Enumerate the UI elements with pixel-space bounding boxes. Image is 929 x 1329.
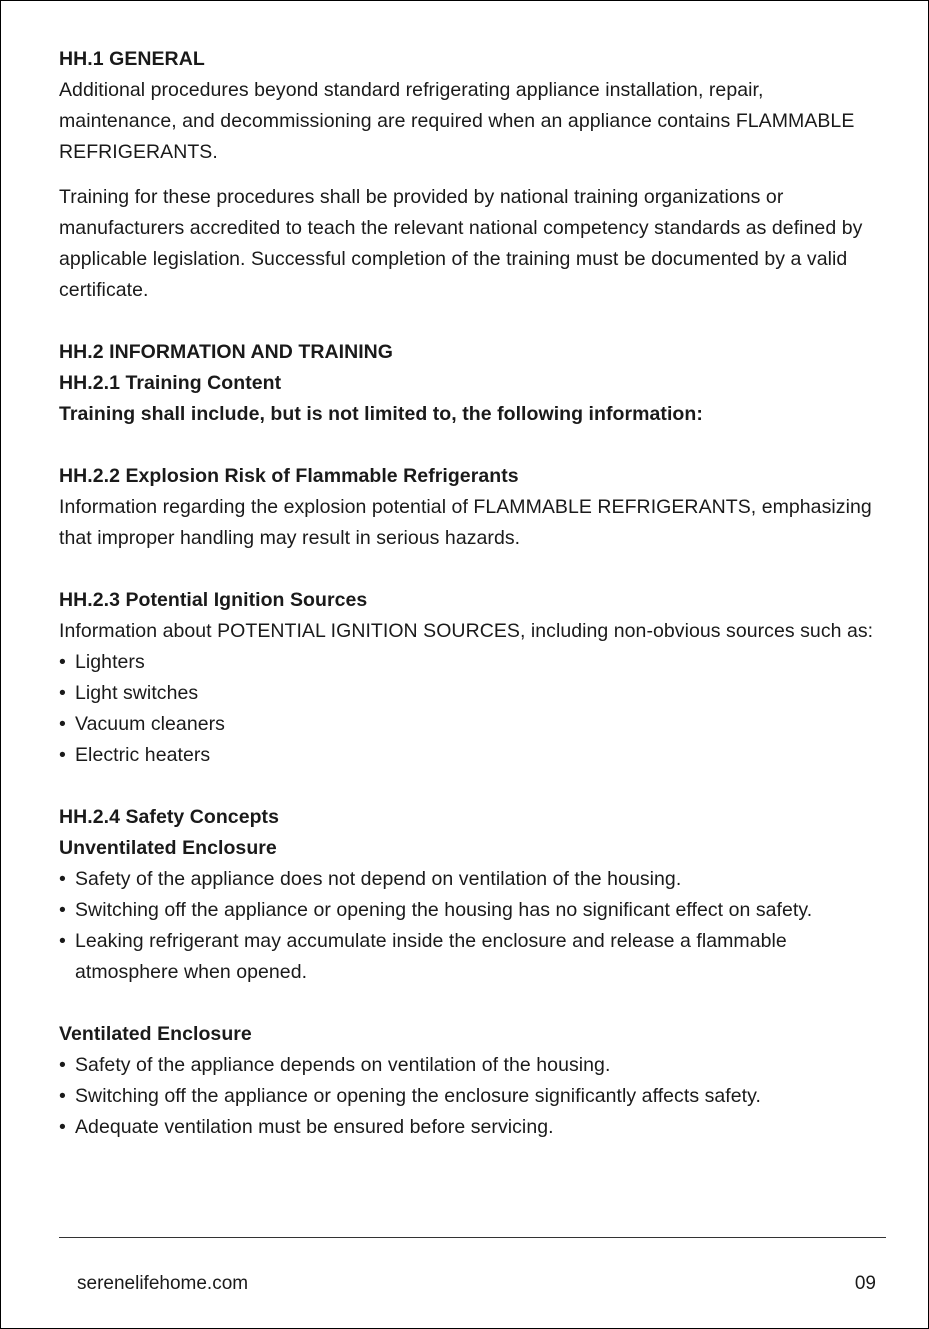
list-item: • Switching off the appliance or opening the enclosure significantly affects safety. xyxy=(59,1081,879,1112)
list-item: • Electric heaters xyxy=(59,740,879,771)
subheading-training-content: HH.2.1 Training Content xyxy=(59,372,282,394)
page-content xyxy=(59,44,879,1143)
list-item: • Leaking refrigerant may accumulate inside the enclosure and release a flammable atmosphere when opened. xyxy=(59,926,879,988)
unventilated-list xyxy=(59,864,879,988)
subheading-safety-concepts: HH.2.4 Safety Concepts xyxy=(59,806,279,828)
general-paragraph-1: Additional procedures beyond standard refrigerating appliance installation, repair, maintenance, and decommissioning are required when an appliance contains FLAMMABLE REFRIGERANTS. xyxy=(59,79,855,163)
subheading-ignition-sources: HH.2.3 Potential Ignition Sources xyxy=(59,589,368,611)
ventilated-list xyxy=(59,1050,879,1143)
explosion-text: Information regarding the explosion potential of FLAMMABLE REFRIGERANTS, emphasizing that improper handling may result in serious hazards. xyxy=(59,496,872,549)
subheading-explosion-risk: HH.2.2 Explosion Risk of Flammable Refrigerants xyxy=(59,465,519,487)
list-item: • Adequate ventilation must be ensured before servicing. xyxy=(59,1112,879,1143)
list-item: • Vacuum cleaners xyxy=(59,709,879,740)
list-item: • Lighters xyxy=(59,647,879,678)
subheading-ventilated-enclosure: Ventilated Enclosure xyxy=(59,1023,252,1045)
ignition-sources-list xyxy=(59,647,879,771)
footer-divider xyxy=(59,1237,886,1238)
list-item: • Safety of the appliance depends on ventilation of the housing. xyxy=(59,1050,879,1081)
page-number: 09 xyxy=(854,1273,876,1294)
footer-website: serenelifehome.com xyxy=(77,1273,249,1294)
list-item: • Light switches xyxy=(59,678,879,709)
general-paragraph-2: Training for these procedures shall be provided by national training organizations or manufacturers accredited to teach the relevant national competency standards as defined by applicable legislation. Successful completion of the training must be documented by a valid certificate. xyxy=(59,186,863,301)
subheading-unventilated-enclosure: Unventilated Enclosure xyxy=(59,837,277,859)
section-heading-general: HH.1 GENERAL xyxy=(59,48,205,70)
training-intro: Training shall include, but is not limited to, the following information: xyxy=(59,403,703,425)
list-item: • Switching off the appliance or opening the housing has no significant effect on safety. xyxy=(59,895,879,926)
ignition-text: Information about POTENTIAL IGNITION SOURCES, including non-obvious sources such as: xyxy=(59,620,874,642)
list-item: • Safety of the appliance does not depend on ventilation of the housing. xyxy=(59,864,879,895)
section-heading-information-training: HH.2 INFORMATION AND TRAINING xyxy=(59,341,394,363)
